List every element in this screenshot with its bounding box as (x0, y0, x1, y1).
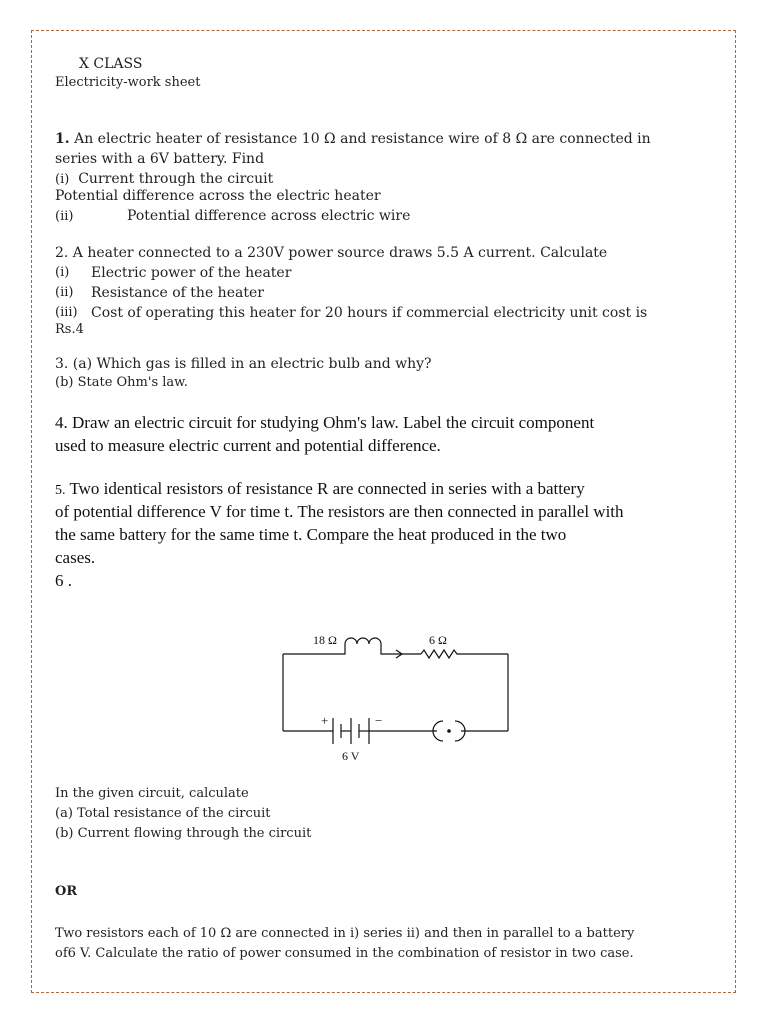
q1-line1-text: An electric heater of resistance 10 Ω and resistance wire of 8 Ω are connected in (74, 131, 651, 147)
battery-minus: − (375, 713, 383, 728)
or-label: OR (55, 884, 78, 899)
q6-intro: In the given circuit, calculate (55, 786, 249, 801)
q2-item-i-text: Electric power of the heater (91, 265, 292, 281)
q6-part-b: (b) Current flowing through the circuit (55, 826, 312, 841)
q2-item-iii-text: Cost of operating this heater for 20 hours if commercial electricity unit cost is (91, 305, 648, 321)
q1-item-ii-text: Potential difference across electric wire (127, 208, 411, 224)
battery-label: 6 V (342, 749, 360, 763)
q1-item-ii-num: (ii) (55, 209, 74, 224)
q2-item-ii-num: (ii) (55, 285, 74, 300)
q5-line2: of potential difference V for time t. The resistors are then connected in parallel with (55, 502, 624, 521)
q5-line4: cases. (55, 548, 96, 567)
class-title: X CLASS (79, 56, 143, 72)
q1-item-i-num: (i) (55, 172, 70, 187)
q2-continuation: Rs.4 (55, 322, 84, 337)
q3-part-b: (b) State Ohm's law. (55, 375, 188, 390)
q2-item-ii-text: Resistance of the heater (91, 285, 264, 301)
q1-item-extra: Potential difference across the electric heater (55, 188, 381, 204)
q2-item-i-num: (i) (55, 265, 70, 280)
q5-line3: the same battery for the same time t. Compare the heat produced in the two (55, 525, 567, 544)
alt-line2: of6 V. Calculate the ratio of power consumed in the combination of resistor in two case. (55, 946, 634, 961)
q4-line1: 4. Draw an electric circuit for studying Ohm's law. Label the circuit component (55, 413, 595, 432)
heater-label: 18 Ω (313, 633, 337, 647)
alt-line1: Two resistors each of 10 Ω are connected in i) series ii) and then in parallel to a battery (55, 926, 635, 941)
key-plug-icon (447, 729, 451, 733)
q5-line1-text: Two identical resistors of resistance R are connected in series with a battery (69, 479, 585, 498)
q5-number: 5. (55, 483, 66, 498)
q1-line2: series with a 6V battery. Find (55, 151, 265, 167)
q5-line1 (55, 477, 585, 502)
resistor-label: 6 Ω (429, 633, 447, 647)
q1-item-i-text: Current through the circuit (78, 171, 274, 187)
q2-line1: 2. A heater connected to a 230V power source draws 5.5 A current. Calculate (55, 245, 608, 261)
worksheet-title: Electricity-work sheet (55, 75, 201, 90)
q3-part-a: 3. (a) Which gas is filled in an electric bulb and why? (55, 356, 432, 372)
q6-part-a: (a) Total resistance of the circuit (55, 806, 271, 821)
resistor-6ohm (421, 650, 508, 658)
q1-number: 1. (55, 131, 70, 147)
heater-element (283, 638, 421, 654)
q1-line1 (55, 130, 651, 148)
battery-plus: + (321, 713, 329, 728)
circuit-diagram (275, 624, 515, 766)
q4-line2: used to measure electric current and potential difference. (55, 436, 441, 455)
q1-item-ii (55, 207, 73, 226)
q6-number: 6 . (55, 571, 72, 590)
q2-item-iii-num: (iii) (55, 305, 78, 320)
